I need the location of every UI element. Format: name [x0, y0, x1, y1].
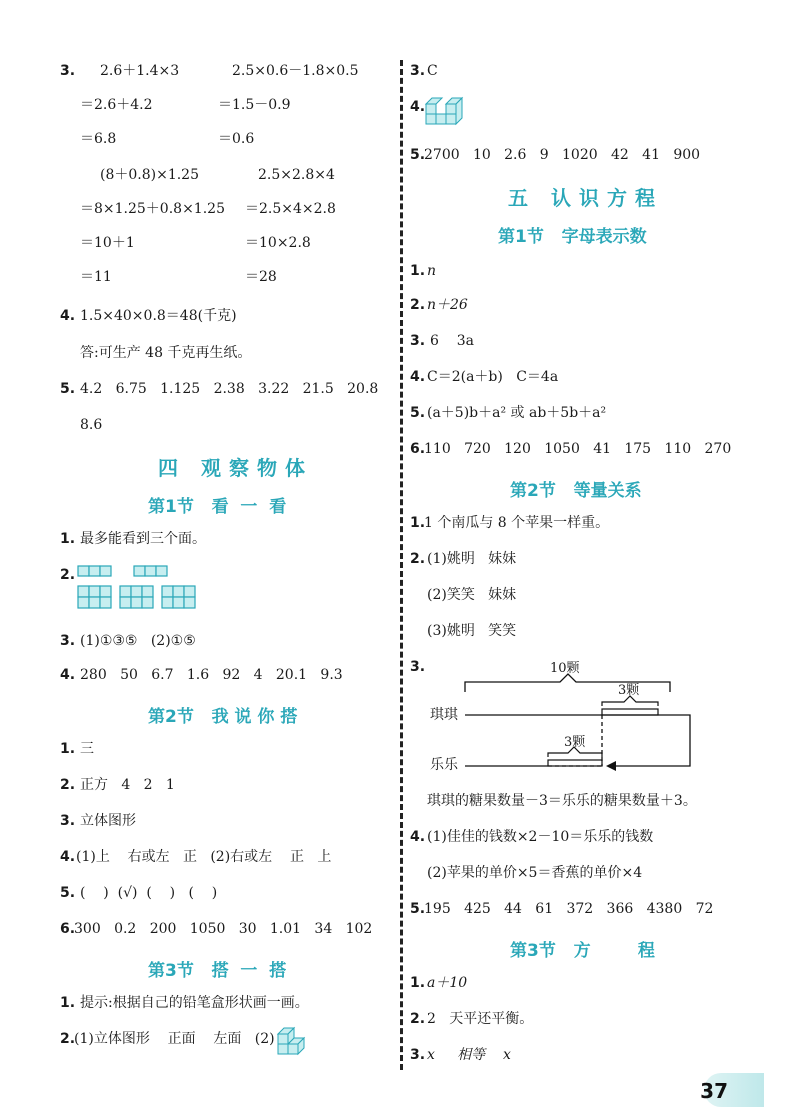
section-title: 第3节 方 程	[510, 941, 655, 961]
answer-text: (1)①③⑤ (2)①⑤	[80, 633, 196, 649]
calc-line: 2.5×0.6－1.8×0.5	[232, 63, 359, 79]
answer-text: (2)苹果的单价×5＝香蕉的单价×4	[427, 865, 643, 881]
answer-text: (1)佳佳的钱数×2－10＝乐乐的钱数	[427, 829, 654, 845]
answer-text: (2)笑笑 妹妹	[427, 587, 517, 603]
question-number: 5.	[410, 147, 426, 163]
cube-drawing-icon	[424, 92, 464, 126]
answer-text: (a＋5)b＋a² 或 ab＋5b＋a²	[427, 405, 607, 421]
chapter-title: 五 认识方程	[508, 186, 663, 210]
question-number: 3.	[60, 813, 76, 829]
question-number: 1.	[410, 975, 426, 991]
answer-text: x 相等 x	[427, 1047, 511, 1063]
calc-line: ＝11	[80, 269, 112, 285]
section-title: 第2节 等量关系	[510, 481, 642, 501]
question-number: 4.	[60, 667, 76, 683]
calc-line: ＝0.6	[218, 131, 255, 147]
question-number: 3.	[60, 63, 76, 79]
answer-text: 300 0.2 200 1050 30 1.01 34 102	[74, 921, 373, 937]
answer-text: C＝2(a＋b) C＝4a	[427, 369, 559, 385]
calc-line: 2.6＋1.4×3	[100, 63, 180, 79]
section-title: 第1节 看 一 看	[148, 497, 287, 517]
question-number: 1.	[60, 741, 76, 757]
answer-text: 答:可生产 48 千克再生纸。	[80, 345, 252, 361]
question-number: 4.	[410, 369, 426, 385]
answer-text: 6 3a	[430, 333, 474, 349]
question-number: 1.	[410, 515, 426, 531]
answer-text: 琪琪的糖果数量－3＝乐乐的糖果数量＋3。	[427, 793, 697, 809]
diagram-name-lele: 乐乐	[430, 757, 458, 773]
answer-text: 最多能看到三个面。	[80, 531, 206, 547]
calc-line: ＝28	[245, 269, 277, 285]
calc-line: ＝6.8	[80, 131, 117, 147]
section-title: 第2节 我 说 你 搭	[148, 707, 298, 727]
chapter-title: 四 观察物体	[158, 456, 313, 480]
question-number: 5.	[410, 901, 426, 917]
answer-text: 195 425 44 61 372 366 4380 72	[424, 901, 714, 917]
answer-text: 2 天平还平衡。	[427, 1011, 534, 1027]
question-number: 3.	[410, 333, 426, 349]
question-number: 2.	[60, 1031, 76, 1047]
answer-text: (1)立体图形 正面 左面 (2)	[74, 1031, 275, 1047]
question-number: 2.	[410, 297, 426, 313]
answer-text: 三	[80, 741, 94, 757]
diagram-label-total: 10颗	[550, 661, 580, 676]
calc-line: ＝8×1.25＋0.8×1.25	[80, 201, 225, 217]
answer-text: 立体图形	[80, 813, 136, 829]
section-title: 第3节 搭 一 搭	[148, 961, 287, 981]
calc-line: ＝2.5×4×2.8	[245, 201, 336, 217]
diagram-label-qiqi-extra: 3颗	[618, 683, 640, 698]
question-number: 4.	[410, 99, 426, 115]
answer-text: 110 720 120 1050 41 175 110 270	[424, 441, 732, 457]
question-number: 3.	[410, 63, 426, 79]
answer-text: 4.2 6.75 1.125 2.38 3.22 21.5 20.8	[80, 381, 379, 397]
page-number: 37	[700, 1079, 728, 1103]
answer-text: n＋26	[427, 297, 468, 313]
answer-text: 2700 10 2.6 9 1020 42 41 900	[424, 147, 701, 163]
answer-text: 8.6	[80, 417, 103, 433]
diagram-label-lele-extra: 3颗	[564, 735, 586, 750]
answer-text: a＋10	[427, 975, 468, 991]
answer-text: (3)姚明 笑笑	[427, 623, 517, 639]
answer-text: ( ) (√) ( ) ( )	[80, 885, 218, 901]
question-number: 6.	[60, 921, 76, 937]
question-number: 1.	[60, 995, 76, 1011]
calc-line: 2.5×2.8×4	[258, 167, 335, 183]
answer-text: C	[427, 63, 438, 79]
calc-line: ＝1.5－0.9	[218, 97, 291, 113]
question-number: 6.	[410, 441, 426, 457]
question-number: 3.	[60, 633, 76, 649]
answer-text: 正方 4 2 1	[80, 777, 175, 793]
calc-line: ＝10×2.8	[245, 235, 311, 251]
question-number: 3.	[410, 1047, 426, 1063]
question-number: 5.	[60, 381, 76, 397]
question-number: 2.	[410, 1011, 426, 1027]
answer-text: 280 50 6.7 1.6 92 4 20.1 9.3	[80, 667, 343, 683]
question-number: 1.	[60, 531, 76, 547]
question-number: 4.	[410, 829, 426, 845]
question-number: 4.	[60, 308, 76, 324]
question-number: 5.	[60, 885, 76, 901]
answer-text: 1.5×40×0.8＝48(千克)	[80, 308, 237, 324]
answer-text: (1)上 右或左 正 (2)右或左 正 上	[76, 849, 332, 865]
section-title: 第1节 字母表示数	[498, 227, 647, 247]
diagram-name-qiqi: 琪琪	[430, 707, 458, 723]
calc-line: ＝10＋1	[80, 235, 135, 251]
calc-line: (8＋0.8)×1.25	[100, 167, 199, 183]
answer-text: 1 个南瓜与 8 个苹果一样重。	[424, 515, 610, 531]
question-number: 4.	[60, 849, 76, 865]
question-number: 2.	[410, 551, 426, 567]
calc-line: ＝2.6＋4.2	[80, 97, 153, 113]
question-number: 3.	[410, 659, 426, 675]
answer-text: n	[427, 263, 437, 279]
question-number: 2.	[60, 567, 76, 583]
question-number: 5.	[410, 405, 426, 421]
question-number: 1.	[410, 263, 426, 279]
answer-text: (1)姚明 妹妹	[427, 551, 517, 567]
question-number: 2.	[60, 777, 76, 793]
answer-text: 提示:根据自己的铅笔盒形状画一画。	[80, 995, 309, 1011]
